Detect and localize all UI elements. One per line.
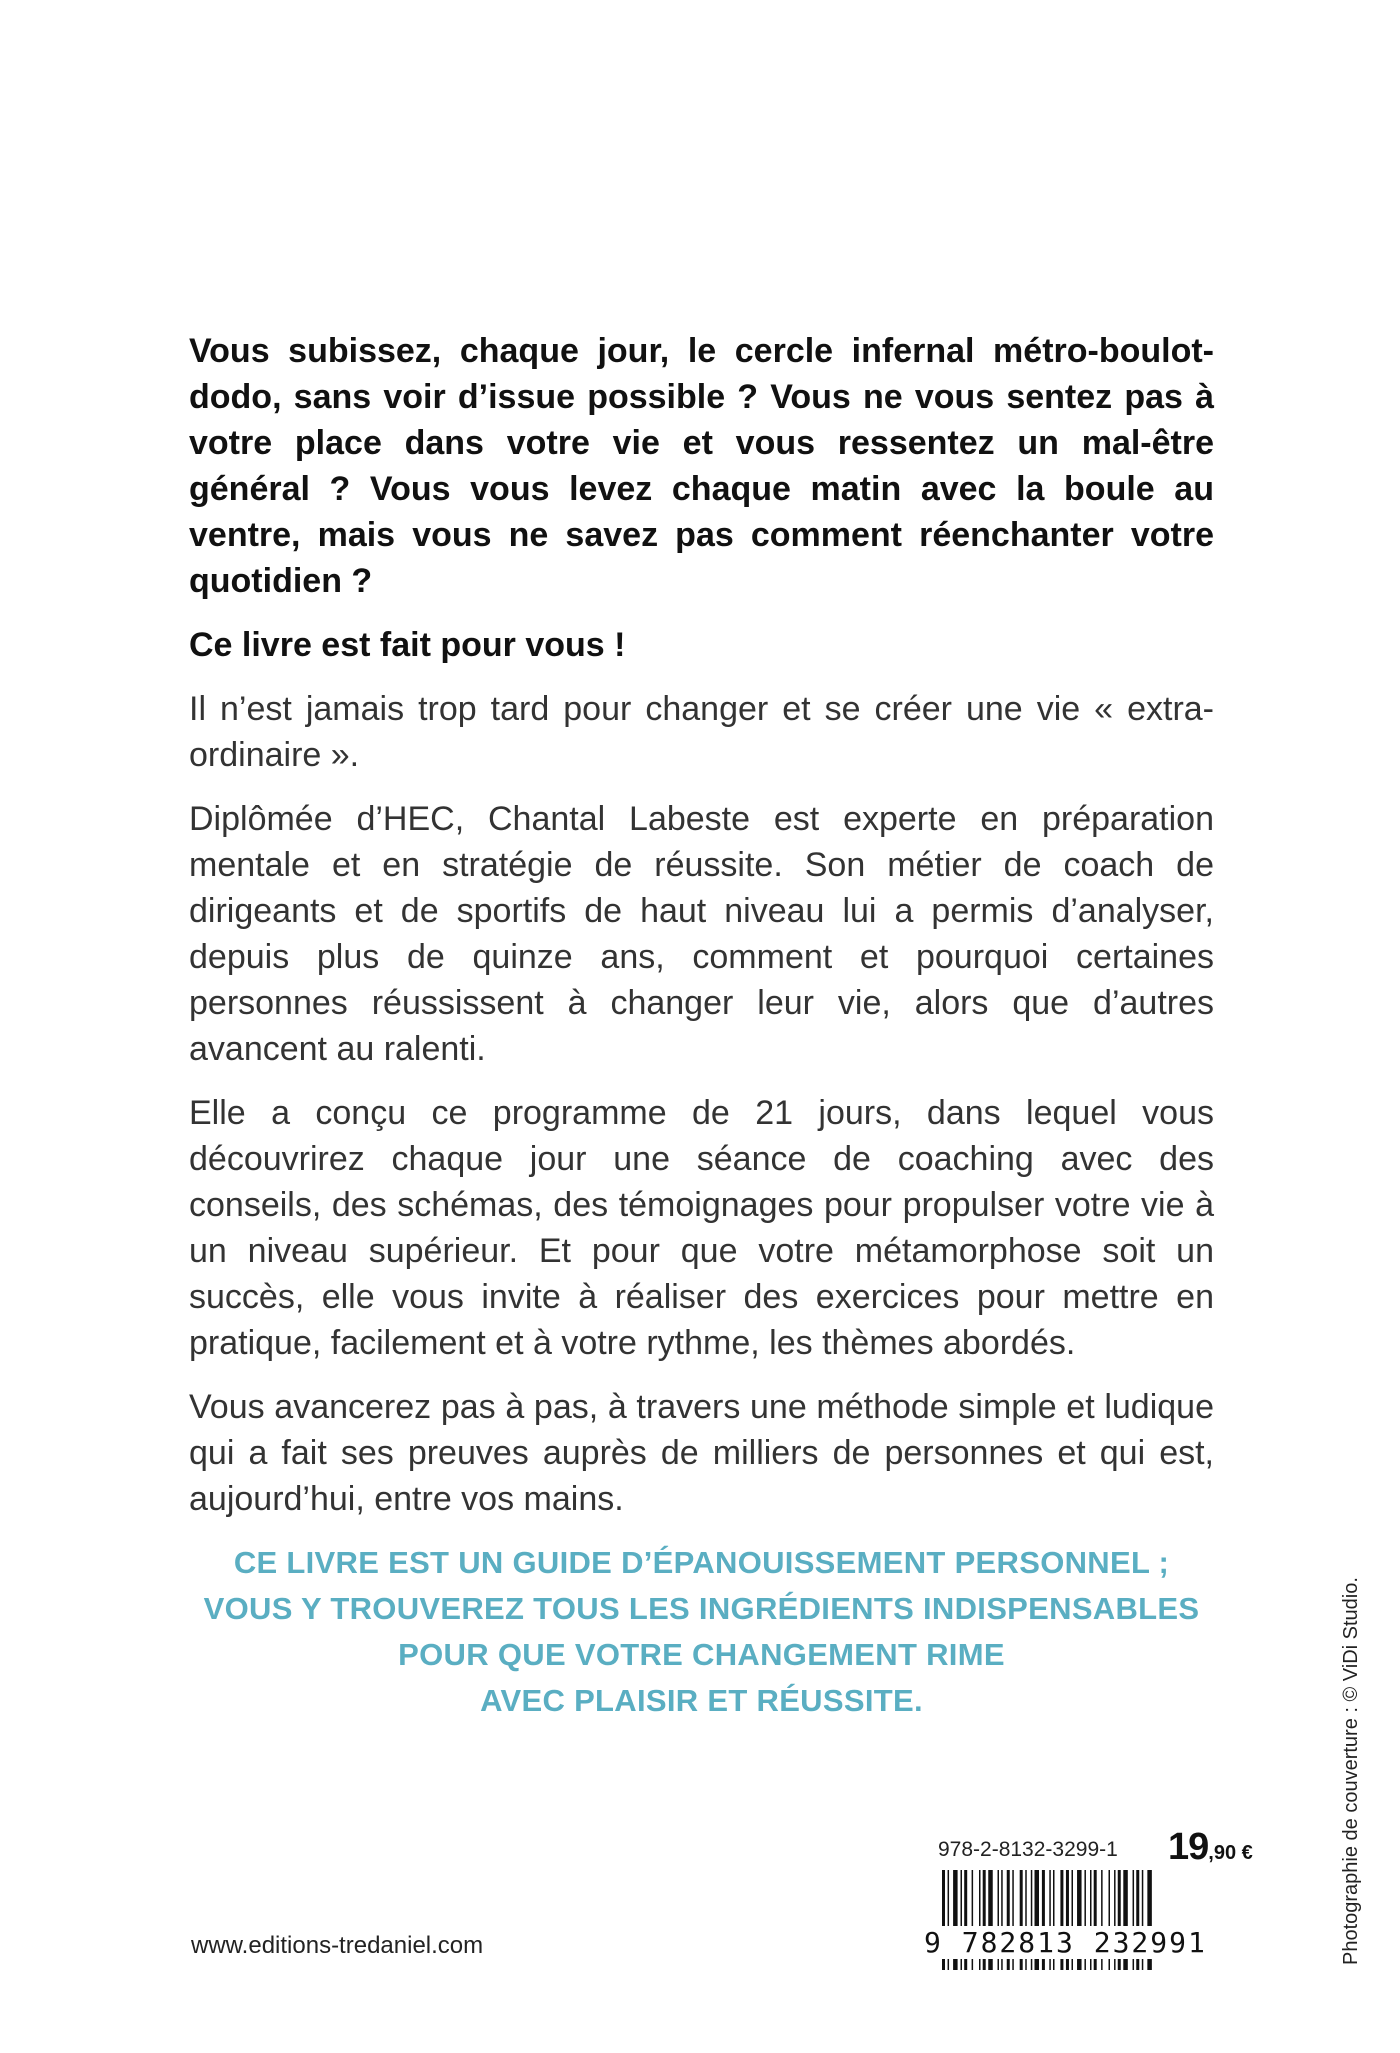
photo-credit: Photographie de couverture : © ViDi Studio. xyxy=(1340,1577,1362,1965)
barcode-digits-text: 9 782813 232991 xyxy=(924,1926,1207,1959)
price-euros: 19 xyxy=(1168,1826,1209,1868)
tagline: Ce livre est fait pour vous ! xyxy=(189,626,626,664)
never-too-late-paragraph: Il n’est jamais trop tard pour changer et se créer une vie « extra-ordinaire ». xyxy=(189,690,1214,774)
author-bio-paragraph: Diplômée d’HEC, Chantal Labeste est experte en préparation mentale et en stratégie de réussite. Son métier de coach de dirigeants et de sportifs de haut niveau lui a permis d’analyser, depuis plus de quinze ans, comment et pourquoi certaines personnes réussissent à changer leur vie, alors que d’autres avancent au ralenti. xyxy=(189,800,1214,1068)
price xyxy=(1168,1826,1253,1869)
callout-block xyxy=(189,1540,1214,1724)
barcode-digits xyxy=(922,1926,1222,1959)
steps-paragraph: Vous avancerez pas à pas, à travers une méthode simple et ludique qui a fait ses preuves auprès de milliers de personnes et qui est, aujourd’hui, entre vos mains. xyxy=(189,1388,1214,1518)
program-paragraph: Elle a conçu ce programme de 21 jours, dans lequel vous découvrirez chaque jour une séance de coaching avec des conseils, des schémas, des témoignages pour propulser votre vie à un niveau supérieur. Et pour que votre métamorphose soit un succès, elle vous invite à réaliser des exercices pour mettre en pratique, facilement et à votre rythme, les thèmes abordés. xyxy=(189,1094,1214,1362)
publisher-website: www.editions-tredaniel.com xyxy=(191,1932,484,1959)
callout-line: CE LIVRE EST UN GUIDE D’ÉPANOUISSEMENT PERSONNEL ; xyxy=(233,1545,1170,1580)
callout-line: POUR QUE VOTRE CHANGEMENT RIME xyxy=(398,1637,1005,1672)
callout-line: AVEC PLAISIR ET RÉUSSITE. xyxy=(480,1683,923,1718)
back-cover-text xyxy=(189,328,1214,1522)
callout-line: VOUS Y TROUVEREZ TOUS LES INGRÉDIENTS INDISPENSABLES xyxy=(203,1591,1200,1626)
price-cents: ,90 € xyxy=(1208,1842,1253,1864)
isbn: 978-2-8132-3299-1 xyxy=(938,1838,1118,1861)
intro-paragraph: Vous subissez, chaque jour, le cercle infernal métro-boulot-dodo, sans voir d’issue possible ? Vous ne vous sentez pas à votre place dans votre vie et vous ressentez un mal-être général ? Vous vous levez chaque matin avec la boule au ventre, mais vous ne savez pas comment réenchanter votre quotidien ? xyxy=(189,332,1214,600)
